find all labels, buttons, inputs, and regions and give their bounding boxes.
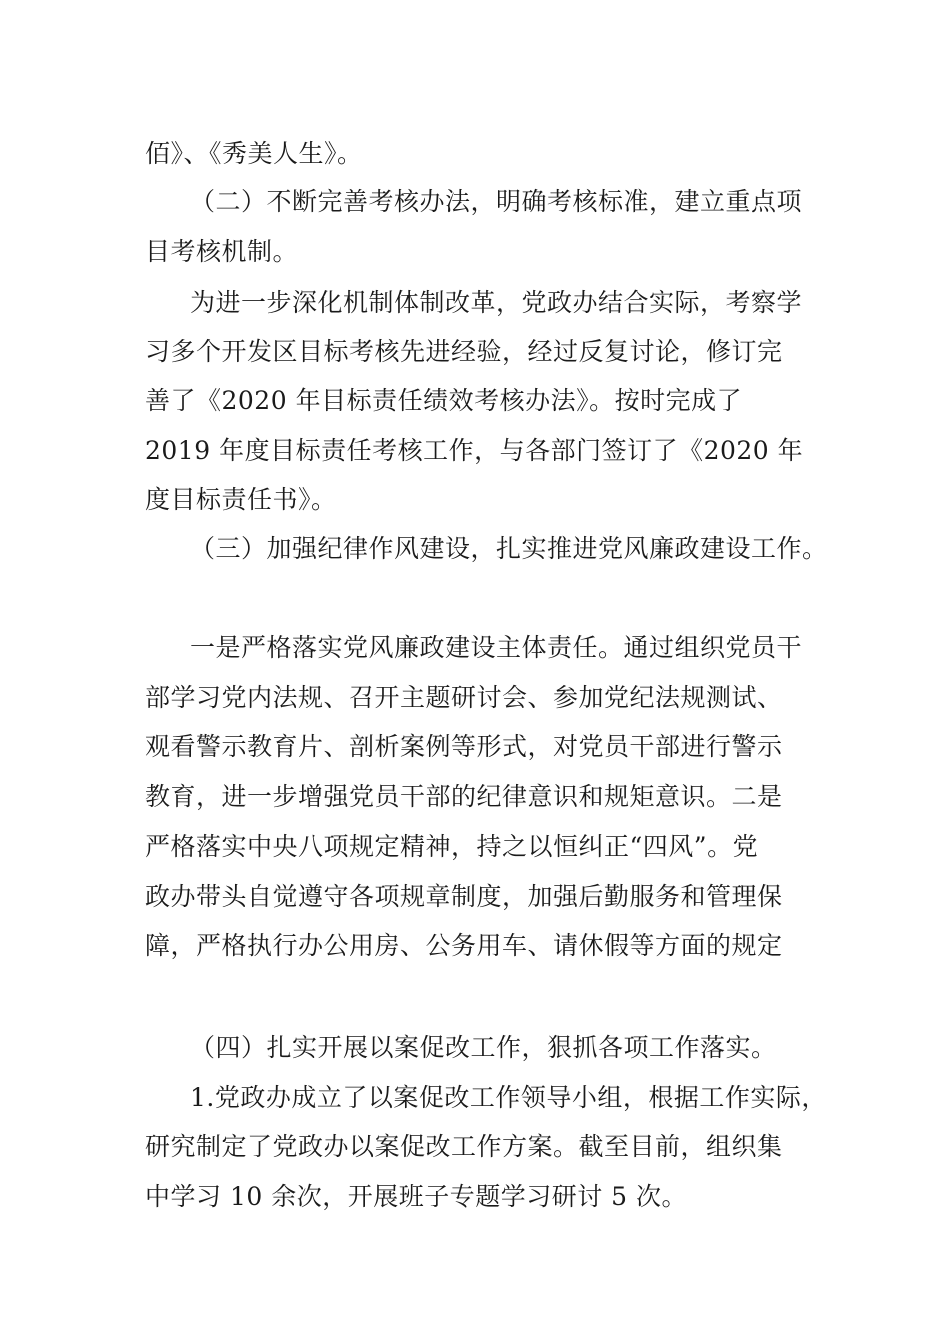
- text-line: 2019 年度目标责任考核工作，与各部门签订了《2020 年: [145, 436, 804, 465]
- paragraph-start: 1.党政办成立了以案促改工作领导小组，根据工作实际，: [190, 1083, 827, 1112]
- paragraph-start: 为进一步深化机制体制改革，党政办结合实际，考察学: [190, 288, 803, 317]
- text-line: 政办带头自觉遵守各项规章制度，加强后勤服务和管理保: [145, 882, 783, 911]
- text-line: 教育，进一步增强党员干部的纪律意识和规矩意识。二是: [145, 782, 783, 811]
- text-line: 目考核机制。: [145, 237, 299, 266]
- text-line: 佰》、《秀美人生》。: [145, 139, 363, 168]
- text-line: 部学习党内法规、召开主题研讨会、参加党纪法规测试、: [145, 683, 783, 712]
- text-line: 中学习 10 余次，开展班子专题学习研讨 5 次。: [145, 1182, 688, 1211]
- text-line: 度目标责任书》。: [145, 485, 337, 514]
- text-line: 障，严格执行办公用房、公务用车、请休假等方面的规定: [145, 931, 783, 960]
- text-line: 研究制定了党政办以案促改工作方案。截至目前，组织集: [145, 1132, 783, 1161]
- paragraph-start: 一是严格落实党风廉政建设主体责任。通过组织党员干: [190, 633, 803, 662]
- section-heading-3: （三）加强纪律作风建设，扎实推进党风廉政建设工作。: [190, 534, 828, 563]
- section-heading-2: （二）不断完善考核办法，明确考核标准，建立重点项: [190, 187, 803, 216]
- text-line: 习多个开发区目标考核先进经验，经过反复讨论，修订完: [145, 337, 783, 366]
- text-line: 严格落实中央八项规定精神，持之以恒纠正“四风”。党: [145, 832, 759, 861]
- section-heading-4: （四）扎实开展以案促改工作，狠抓各项工作落实。: [190, 1033, 777, 1062]
- text-line: 善了《2020 年目标责任绩效考核办法》。按时完成了: [145, 386, 743, 415]
- text-line: 观看警示教育片、剖析案例等形式，对党员干部进行警示: [145, 732, 783, 761]
